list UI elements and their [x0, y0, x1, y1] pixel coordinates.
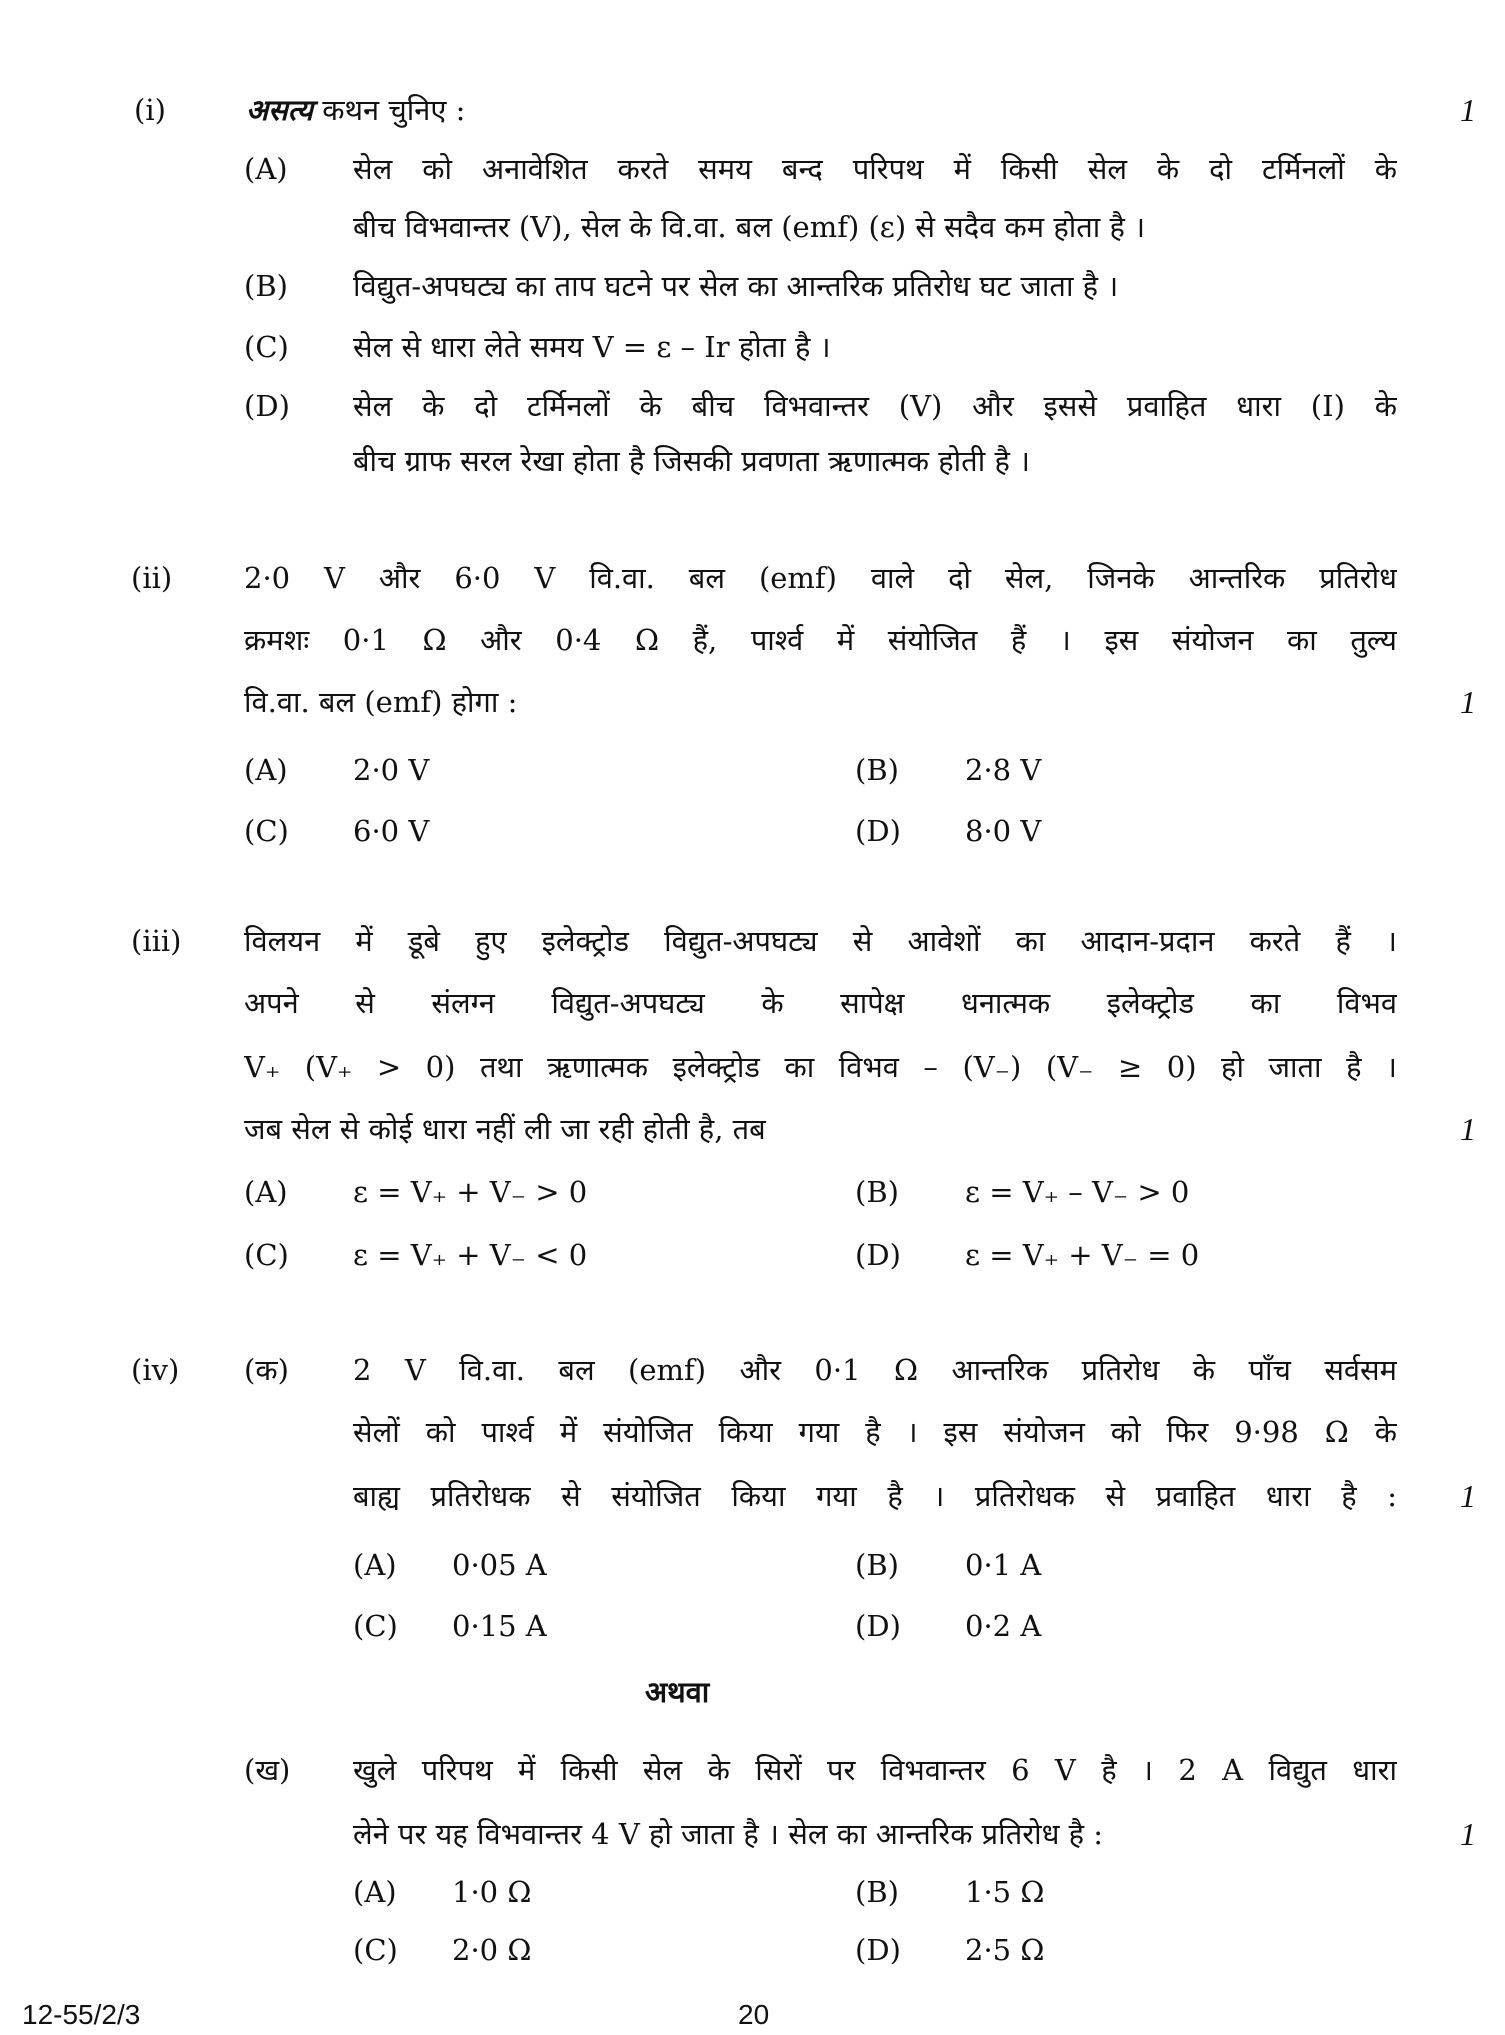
question-stem: [246, 90, 465, 130]
option-label: (B): [855, 1548, 899, 1582]
subquestion-label: (ख): [244, 1753, 291, 1787]
option-label: (C): [353, 1609, 398, 1643]
option-label: (D): [855, 1238, 901, 1272]
option-text: 0·1 A: [965, 1548, 1042, 1582]
option-label: (D): [244, 389, 290, 423]
option-label: (B): [244, 269, 288, 303]
option-text: 2·0 Ω: [452, 1933, 532, 1967]
option-text: ε = V₊ – V₋ > 0: [965, 1175, 1190, 1209]
or-heading: अथवा: [645, 1675, 710, 1709]
page-number: 20: [738, 1999, 770, 2030]
option-text: सेल को अनावेशित करते समय बन्द परिपथ में किसी सेल के दो टर्मिनलों के: [353, 152, 1397, 186]
question-text: अपने से संलग्न विद्युत-अपघट्य के सापेक्ष धनात्मक इलेक्ट्रोड का विभव: [244, 986, 1397, 1020]
option-label: (B): [855, 753, 899, 787]
option-text: 2·0 V: [353, 753, 430, 787]
marks: 1: [1460, 1111, 1476, 1147]
subquestion-label: (क): [244, 1353, 289, 1387]
option-label: (D): [855, 1933, 901, 1967]
question-number: (iv): [131, 1353, 180, 1387]
marks: 1: [1460, 1816, 1476, 1852]
stem-emphasis: असत्य: [246, 93, 313, 127]
question-number: (ii): [131, 561, 173, 595]
option-text: बीच विभवान्तर (V), सेल के वि.वा. बल (emf) (ε) से सदैव कम होता है ।: [353, 210, 1146, 244]
option-text: ε = V₊ + V₋ = 0: [965, 1238, 1200, 1272]
option-label: (A): [244, 753, 288, 787]
question-text: 2 V वि.वा. बल (emf) और 0·1 Ω आन्तरिक प्रतिरोध के पाँच सर्वसम: [353, 1353, 1397, 1387]
option-label: (A): [244, 152, 288, 186]
option-text: 1·0 Ω: [452, 1875, 532, 1909]
question-text: V₊ (V₊ > 0) तथा ऋणात्मक इलेक्ट्रोड का विभव – (V₋) (V₋ ≥ 0) हो जाता है ।: [244, 1050, 1397, 1084]
question-text: विलयन में डूबे हुए इलेक्ट्रोड विद्युत-अपघट्य से आवेशों का आदान-प्रदान करते हैं ।: [244, 924, 1397, 958]
option-text: बीच ग्राफ सरल रेखा होता है जिसकी प्रवणता ऋणात्मक होती है ।: [353, 444, 1031, 478]
option-text: 6·0 V: [353, 814, 430, 848]
option-label: (A): [244, 1175, 288, 1209]
question-text: क्रमशः 0·1 Ω और 0·4 Ω हैं, पार्श्व में संयोजित हैं । इस संयोजन का तुल्य: [244, 623, 1397, 657]
marks: 1: [1460, 1478, 1476, 1514]
stem-text: कथन चुनिए :: [322, 93, 466, 127]
option-text: 2·5 Ω: [965, 1933, 1045, 1967]
option-text: 0·05 A: [452, 1548, 547, 1582]
option-label: (D): [855, 814, 901, 848]
option-label: (D): [855, 1609, 901, 1643]
option-label: (B): [855, 1875, 899, 1909]
marks: 1: [1460, 92, 1476, 128]
question-number: (iii): [131, 924, 182, 958]
option-label: (B): [855, 1175, 899, 1209]
question-text: वि.वा. बल (emf) होगा :: [244, 685, 518, 719]
question-number: (i): [134, 93, 166, 127]
marks: 1: [1460, 684, 1476, 720]
option-text: 2·8 V: [965, 753, 1042, 787]
question-text: सेलों को पार्श्व में संयोजित किया गया है । इस संयोजन को फिर 9·98 Ω के: [353, 1415, 1397, 1449]
question-text: खुले परिपथ में किसी सेल के सिरों पर विभवान्तर 6 V है । 2 A विद्युत धारा: [353, 1753, 1397, 1787]
option-label: (C): [353, 1933, 398, 1967]
option-text: सेल के दो टर्मिनलों के बीच विभवान्तर (V) और इससे प्रवाहित धारा (I) के: [353, 389, 1397, 423]
option-text: 0·15 A: [452, 1609, 547, 1643]
option-label: (A): [353, 1875, 397, 1909]
option-text: 8·0 V: [965, 814, 1042, 848]
option-label: (A): [353, 1548, 397, 1582]
option-text: 1·5 Ω: [965, 1875, 1045, 1909]
paper-code: 12-55/2/3: [22, 1999, 141, 2030]
option-text: विद्युत-अपघट्य का ताप घटने पर सेल का आन्तरिक प्रतिरोध घट जाता है ।: [353, 269, 1119, 303]
option-label: (C): [244, 330, 289, 364]
question-text: बाह्य प्रतिरोधक से संयोजित किया गया है । प्रतिरोधक से प्रवाहित धारा है :: [353, 1479, 1397, 1513]
question-text: जब सेल से कोई धारा नहीं ली जा रही होती है, तब: [244, 1112, 766, 1146]
option-text: सेल से धारा लेते समय V = ε – Ir होता है ।: [353, 330, 831, 364]
option-text: ε = V₊ + V₋ > 0: [353, 1175, 588, 1209]
question-text: 2·0 V और 6·0 V वि.वा. बल (emf) वाले दो सेल, जिनके आन्तरिक प्रतिरोध: [244, 561, 1397, 595]
option-text: 0·2 A: [965, 1609, 1042, 1643]
option-label: (C): [244, 1238, 289, 1272]
option-label: (C): [244, 814, 289, 848]
question-text: लेने पर यह विभवान्तर 4 V हो जाता है । सेल का आन्तरिक प्रतिरोध है :: [353, 1817, 1104, 1851]
option-text: ε = V₊ + V₋ < 0: [353, 1238, 588, 1272]
